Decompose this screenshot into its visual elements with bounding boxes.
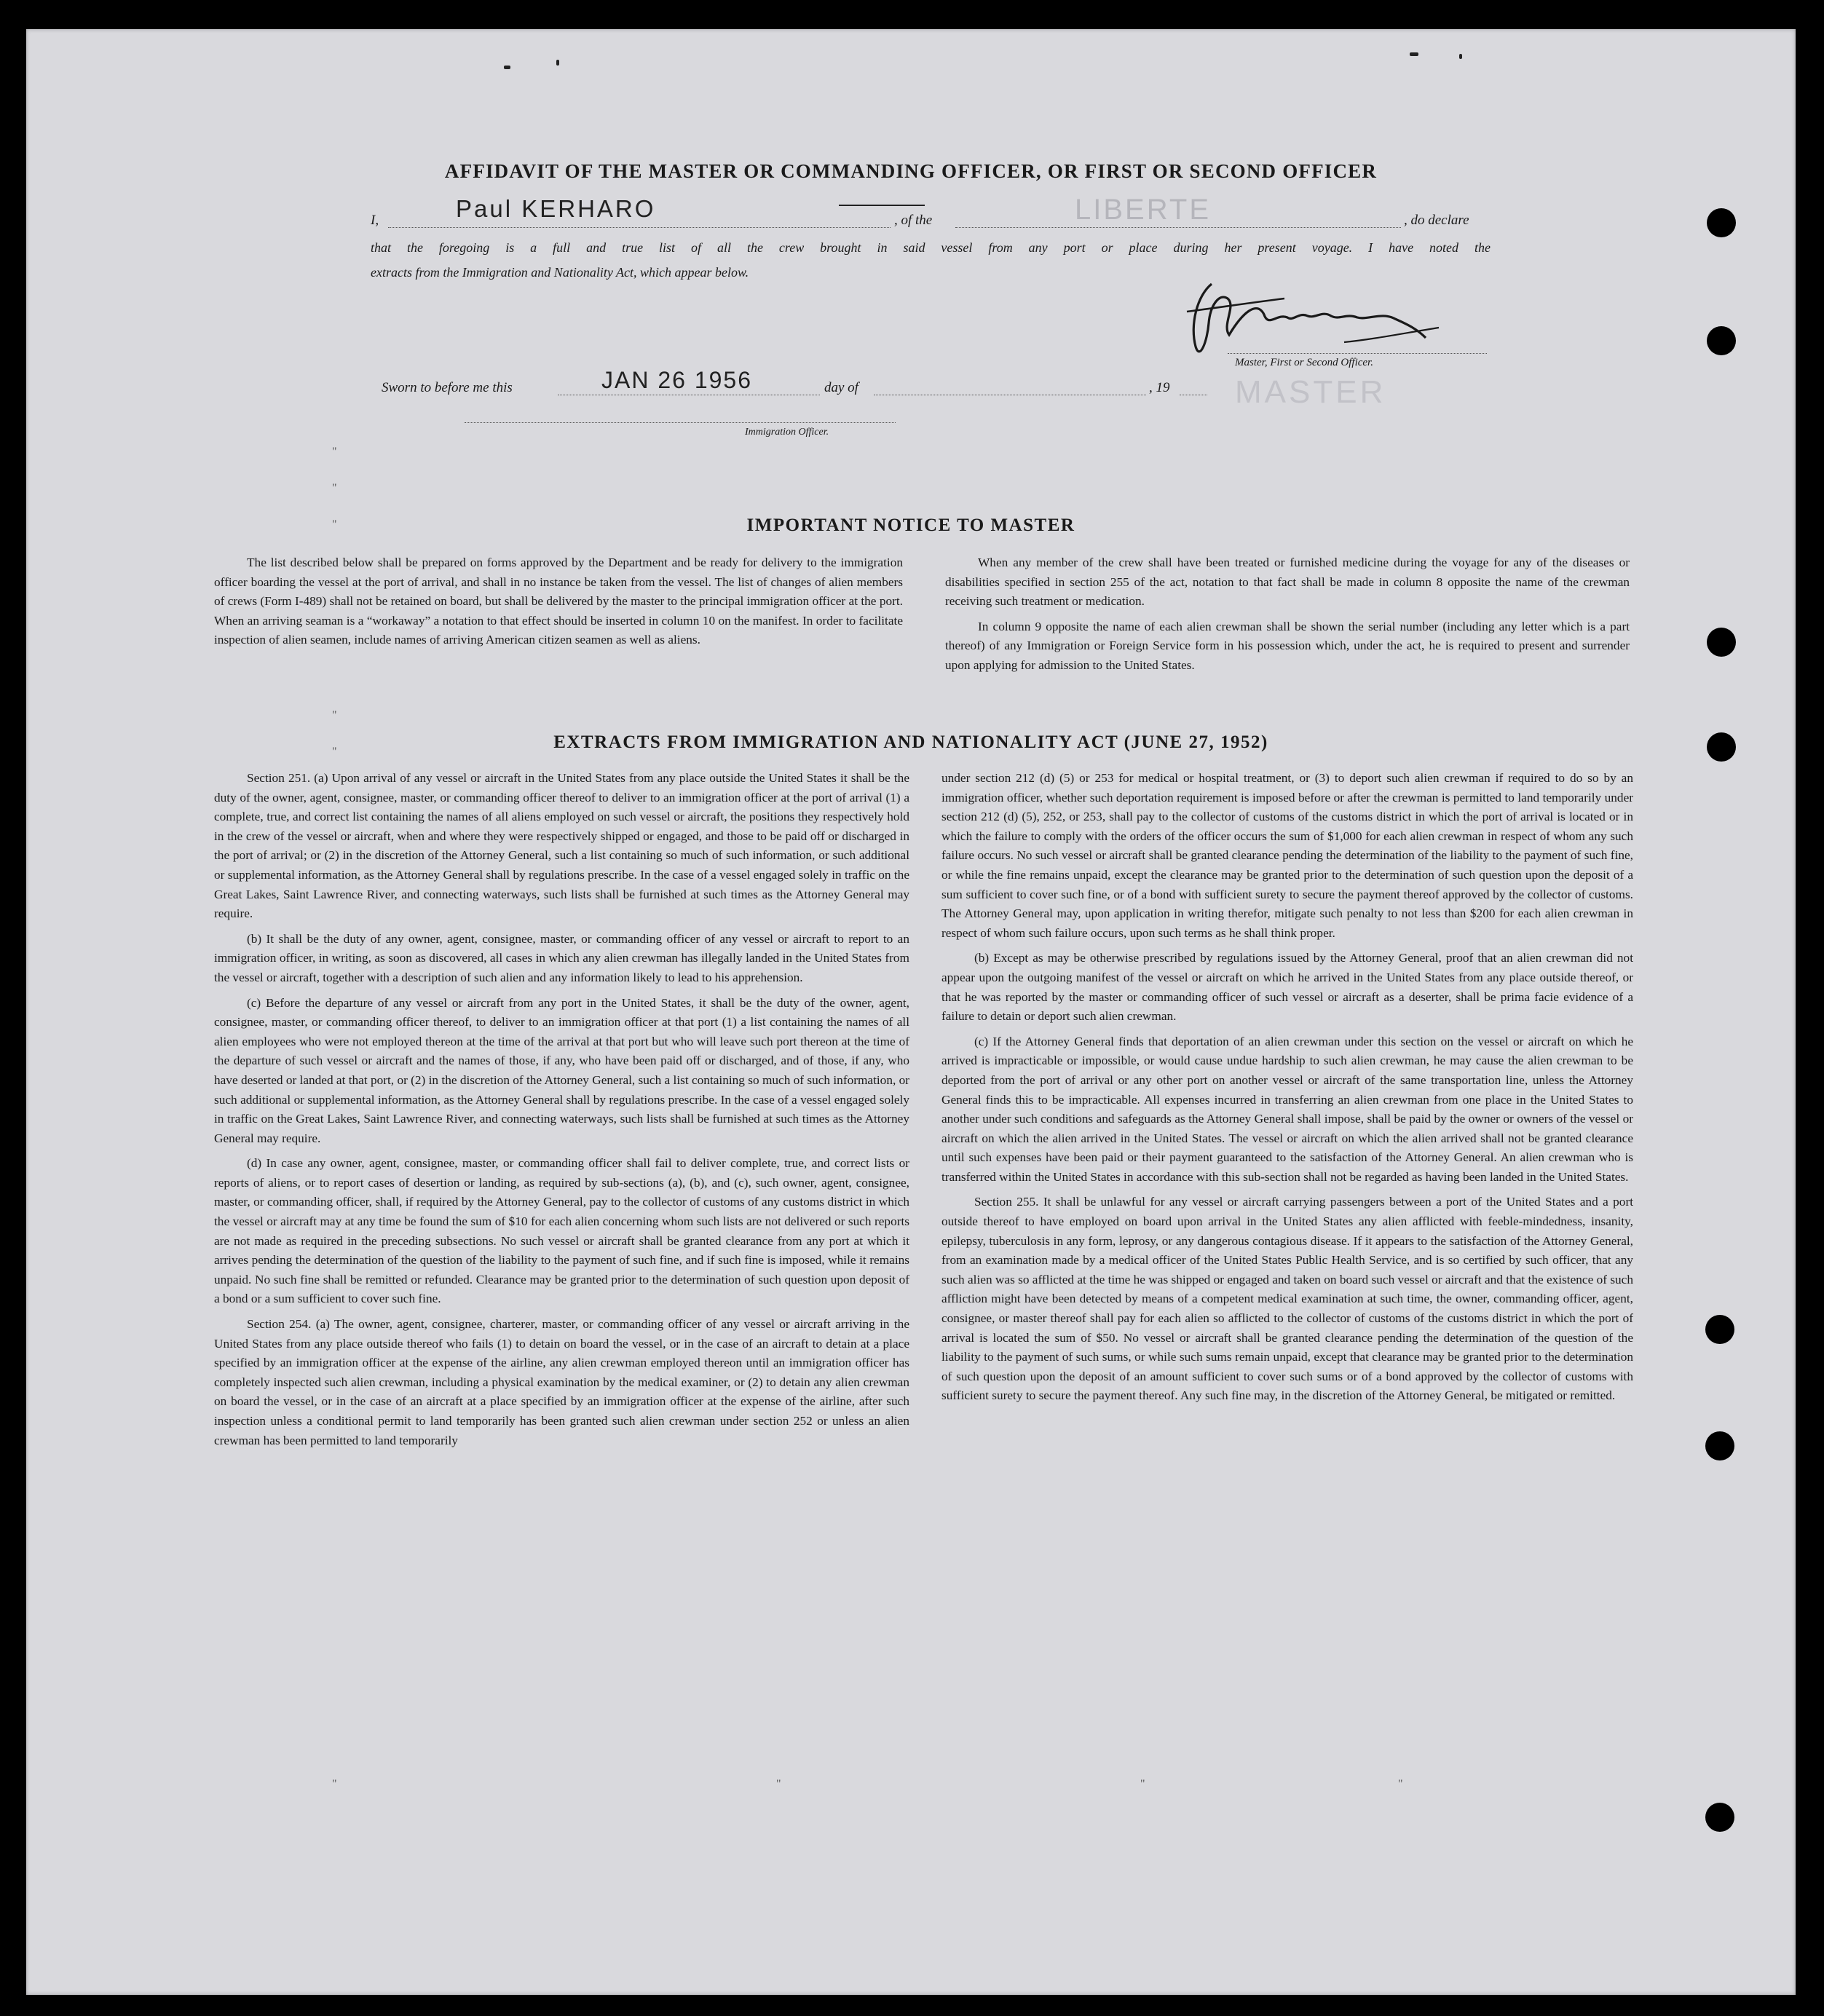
act-section-paragraph: (d) In case any owner, agent, consignee, master, or commanding officer shall fail to deliver complete, true, and correct lists or reports of aliens, or to report cases of desertion or landing, as required by sub-sections (a), (b), and (c), such owner, agent, consignee, master, or commanding officer, shall, if required by the Attorney General, pay to the collector of customs of any customs district in which the vessel or aircraft may at any time be found the sum of $10 for each alien concerning whom such lists are not delivered or such reports are not made as required in the preceding subsections. No such vessel or aircraft shall be granted clearance from any port at which it arrives pending the determination of the question of the liability to the payment of such fine, and if such fine is imposed, while it remains unpaid. No such fine shall be remitted or refunded. Clearance may be granted prior to the determination of such question upon deposit of a bond or a sum sufficient to cover such fine. xyxy=(214,1156,909,1306)
extracts-left-column xyxy=(214,769,909,1456)
document-title: AFFIDAVIT OF THE MASTER OR COMMANDING OFFICER, OR FIRST OR SECOND OFFICER xyxy=(444,160,1378,182)
ditto-mark: " xyxy=(776,1778,781,1790)
act-section-paragraph: Section 254. (a) The owner, agent, consignee, charterer, master, or commanding officer of any vessel or aircraft arriving in the United States from any place outside thereof who fails (1) to detain on board the vessel, or in the case of an aircraft to detain at a place specified by an immigration officer at the expense of the airline, any alien crewman employed thereon until an immigration officer has completely inspected such alien crewman, including a physical examination by the medical examiner, or (2) to detain any alien crewman on board the vessel, or in the case of an aircraft at a place specified by an immigration officer at the expense of the airline, after such inspection unless a conditional permit to land temporarily has been granted such alien crewman under section 252 or unless an alien crewman has been permitted to land temporarily xyxy=(214,1317,909,1447)
title-rule xyxy=(839,205,925,206)
scan-speck xyxy=(556,60,559,66)
declaration-line-2: that the foregoing is a full and true list of all the crew brought in said vessel from any port or place during her present voyage. I have noted the xyxy=(371,240,1491,255)
binder-hole xyxy=(1707,208,1736,237)
master-name: Paul KERHARO xyxy=(456,195,656,222)
sworn-date: JAN 26 1956 xyxy=(601,367,753,393)
binder-hole xyxy=(1705,1803,1734,1832)
notice-paragraph: The list described below shall be prepared on forms approved by the Department and be ready for delivery to the immigration officer boarding the vessel at the port of arrival, and shall in no instance be taken from the vessel. The list of changes of alien members of crews (Form I-489) shall not be retained on board, but shall be delivered by the master to the principal immigration officer at the port. When an arriving seaman is a “workaway” a notation to that effect should be inserted in column 10 on the manifest. In order to facilitate inspection of alien seamen, include names of arriving American citizen seamen as well as aliens. xyxy=(214,556,903,647)
day-of-label: day of xyxy=(824,380,858,395)
name-fill-line xyxy=(388,227,891,228)
notice-paragraph: In column 9 opposite the name of each alien crewman shall be shown the serial number (including any letter which is a part thereof) of any Immigration or Foreign Service form in his possession which, under the act, he is required to present and surrender upon applying for admission to the United States. xyxy=(945,619,1630,672)
document-page xyxy=(26,29,1796,1995)
act-section-paragraph: Section 251. (a) Upon arrival of any vessel or aircraft in the United States from any place outside the United States it shall be the duty of the owner, agent, consignee, master, or commanding officer thereof to deliver to an immigration officer at the port of arrival (1) a complete, true, and correct list containing the names of all aliens employed on such vessel or aircraft, the positions they respectively hold in the crew of the vessel or aircraft, when and where they were respectively shipped or engaged, and those to be paid off or discharged in the port of arrival; or (2) in the discretion of the Attorney General, such a list containing so much of such information, or such additional or supplemental information, as the Attorney General shall by regulations prescribe. In the case of a vessel engaged solely in traffic on the Great Lakes, Saint Lawrence River, and connecting waterways, such lists shall be furnished at such times as the Attorney General may require. xyxy=(214,771,909,921)
do-declare-label: , do declare xyxy=(1404,213,1469,228)
ditto-mark: " xyxy=(332,518,337,531)
binder-hole xyxy=(1707,628,1736,657)
notice-heading: IMPORTANT NOTICE TO MASTER xyxy=(746,515,1075,535)
act-section-paragraph: (c) Before the departure of any vessel or aircraft from any port in the United States, it shall be the duty of the owner, agent, consignee, master, or commanding officer thereof, to deliver to an immigration officer at that port (1) a list containing the names of all alien employees who were not employed thereon at the time of the arrival at that port but who will leave such port thereon at the time of the departure of such vessel or aircraft and the names of those, if any, who have been paid off or discharged, and of those, if any, who have deserted or landed at that port, or (2) in the discretion of the Attorney General, such a list containing so much of such information, or such additional or supplemental information, as the Attorney General shall by regulations prescribe. In the case of a vessel engaged solely in traffic on the Great Lakes, Saint Lawrence River, and connecting waterways, such lists shall be furnished at such times as the Attorney General may require. xyxy=(214,995,909,1145)
notice-paragraph: When any member of the crew shall have been treated or furnished medicine during the voyage for any of the diseases or disabilities specified in section 255 of the act, notation to that fact shall be made in column 8 opposite the name of the crewman receiving such treatment or medication. xyxy=(945,556,1630,609)
ditto-mark: " xyxy=(332,1778,337,1790)
act-section-paragraph: (b) It shall be the duty of any owner, agent, consignee, master, or commanding officer of any vessel or aircraft to report to an immigration officer, in writing, as soon as discovered, all cases in which any alien crewman has illegally landed in the United States from the vessel or aircraft, together with a description of such alien and any information likely to lead to his apprehension. xyxy=(214,931,909,984)
declaration-line-3: extracts from the Immigration and Nationality Act, which appear below. xyxy=(371,265,749,280)
notice-right-column xyxy=(945,553,1630,681)
act-section-paragraph: (c) If the Attorney General finds that deportation of an alien crewman under this section on the vessel or aircraft on which he arrived is impracticable or impossible, or would cause undue hardship to such alien crewman, he may cause the alien crewman to be deported from the port of arrival or any other port on another vessel or aircraft of the same transportation line, unless the Attorney General finds this to be impracticable. All expenses incurred in transferring an alien crewman from one place in the United States to another under such conditions and safeguards as the Attorney General shall impose, shall be paid by the owner or owners of the vessel or aircraft on which the alien arrived in the United States. The vessel or aircraft on which the alien arrived shall not be granted clearance until such expenses have been paid or their payment guaranteed to the satisfaction of the Attorney General. An alien crewman who is transferred within the United States in accordance with this sub-section shall not be regarded as having been landed in the United States. xyxy=(941,1034,1633,1184)
binder-hole xyxy=(1707,326,1736,355)
immigration-officer-label: Immigration Officer. xyxy=(745,427,829,438)
vessel-fill-line xyxy=(955,227,1401,228)
declaration-prefix: I, xyxy=(371,213,379,228)
year-prefix-label: , 19 xyxy=(1149,380,1170,395)
immigration-officer-fill-line xyxy=(465,422,896,423)
act-section-paragraph: Section 255. It shall be unlawful for any vessel or aircraft carrying passengers between a port of the United States and a port outside thereof to have employed on board upon arrival in the United States any alien afflicted with feeble-mindedness, insanity, epilepsy, tuberculosis in any form, leprosy, or any dangerous contagious disease. If it appears to the satisfaction of the Attorney General, from an examination made by a medical officer of the United States Public Health Service, and is so certified by such officer, that any such alien was so afflicted at the time he was shipped or engaged and taken on board such vessel or aircraft and that the existence of such affliction might have been detected by means of a competent medical examination at such time, the owner, commanding officer, agent, consignee, or master thereof shall pay for each alien so afflicted to the collector of customs of the customs district in which the port of arrival is located the sum of $50. No vessel or aircraft shall be granted clearance pending the determination of the question of the liability to the payment of such sums, or while such sums remain unpaid, except that clearance may be granted prior to the determination of such question upon the deposit of an amount sufficient to cover such sums or of a bond approved by the collector of customs with sufficient surety to secure the payment thereof. Any such fine may, in the discretion of the Attorney General, be mitigated or remitted. xyxy=(941,1195,1633,1403)
vessel-name-stamp: LIBERTE xyxy=(1075,194,1211,226)
binder-hole xyxy=(1705,1315,1734,1344)
of-the-label: , of the xyxy=(894,213,933,228)
ditto-mark: " xyxy=(1398,1778,1403,1790)
notice-left-column xyxy=(214,553,903,656)
act-section-paragraph: under section 212 (d) (5) or 253 for medical or hospital treatment, or (3) to deport such alien crewman if required to do so by an immigration officer, whether such deportation requirement is imposed before or after the crewman is permitted to land temporarily under section 212 (d) (5), 252, or 253, shall pay to the collector of customs of the customs district in which the port of arrival is located or in which the failure to comply with the orders of the officer occurs the sum of $1,000 for each alien crewman in respect of whom any such failure occurs. No such vessel or aircraft shall be granted clearance pending the determination of the liability to the payment of such fine, or while the fine remains unpaid, except the clearance may be granted prior to the determination of such question upon the deposit of a sum sufficient to cover such fine, or of a bond with sufficient surety to secure the payment thereof approved by the collector of customs. The Attorney General may, upon application in writing therefor, mitigate such penalty to not less than $200 for each alien crewman in respect of whom such failure occurs, upon such terms as he shall think proper. xyxy=(941,771,1633,940)
ditto-mark: " xyxy=(332,709,337,722)
extracts-heading: EXTRACTS FROM IMMIGRATION AND NATIONALITY ACT (JUNE 27, 1952) xyxy=(553,732,1268,752)
ditto-mark: " xyxy=(1140,1778,1145,1790)
binder-hole xyxy=(1705,1431,1734,1460)
scan-speck xyxy=(1410,52,1418,56)
master-rank-stamp: MASTER xyxy=(1235,374,1386,410)
ditto-mark: " xyxy=(332,482,337,494)
sworn-prefix-label: Sworn to before me this xyxy=(382,380,513,395)
act-section-paragraph: (b) Except as may be otherwise prescribed by regulations issued by the Attorney General, proof that an alien crewman did not appear upon the outgoing manifest of the vessel or aircraft on which he arrived in the United States from any place outside thereof, or that he was reported by the master or commanding officer of such vessel or aircraft as a deserter, shall be prima facie evidence of a failure to detain or deport such alien crewman. xyxy=(941,951,1633,1024)
scan-speck xyxy=(1459,54,1462,59)
ditto-mark: " xyxy=(332,446,337,458)
ditto-mark: " xyxy=(332,746,337,758)
signature-fill-line xyxy=(1228,353,1487,354)
officer-title-label: Master, First or Second Officer. xyxy=(1235,357,1373,368)
extracts-right-column xyxy=(941,769,1633,1412)
scan-speck xyxy=(504,66,510,69)
